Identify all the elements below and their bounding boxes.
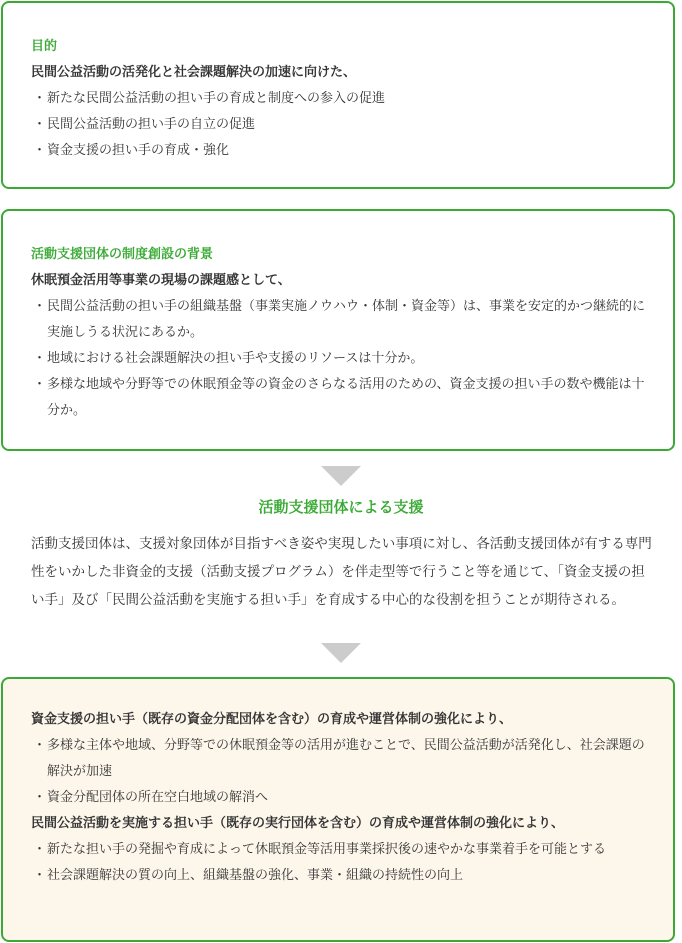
result-list-1 (31, 733, 653, 811)
list-item (31, 346, 653, 372)
list-item (31, 294, 653, 346)
list-item-text: 資金支援の担い手の育成・強化 (47, 143, 230, 158)
list-item (31, 372, 653, 424)
list-item (31, 86, 653, 112)
bullet-dot: ・ (33, 143, 47, 158)
result-lead-2: 民間公益活動を実施する担い手（既存の実行団体を含む）の育成や運営体制の強化により、 (31, 816, 565, 831)
bullet-dot: ・ (33, 117, 47, 132)
bullet-dot: ・ (33, 868, 47, 883)
list-item-text: 多様な地域や分野等での休眠預金等の資金のさらなる活用のための、資金支援の担い手の数や機能は十分か。 (47, 377, 645, 418)
purpose-box (1, 1, 675, 189)
bullet-dot: ・ (33, 299, 47, 314)
list-item-text: 民間公益活動の担い手の自立の促進 (47, 117, 256, 132)
list-item-text: 資金分配団体の所在空白地域の解消へ (47, 790, 269, 805)
bullet-dot: ・ (33, 351, 47, 366)
result-box (1, 677, 675, 942)
background-list (31, 294, 653, 424)
result-content (31, 707, 653, 889)
list-item-text: 地域における社会課題解決の担い手や支援のリソースは十分か。 (47, 351, 424, 366)
support-body: 活動支援団体は、支援対象団体が目指すべき姿や実現したい事項に対し、各活動支援団体が有する専門性をいかした非資金的支援（活動支援プログラム）を伴走型等で行うこと等を通じて、「資金支援の担い手」及び「民間公益活動を実施する担い手」を育成する中心的な役割を担うことが期待される。 (31, 536, 652, 608)
background-lead: 休眠預金活用等事業の現場の課題感として、 (31, 273, 291, 288)
bullet-dot: ・ (33, 790, 47, 805)
background-content (31, 242, 653, 424)
down-arrow-icon (321, 643, 361, 663)
list-item (31, 138, 653, 164)
purpose-content (31, 34, 653, 164)
list-item-text: 新たな担い手の発掘や育成によって休眠預金等活用事業採択後の速やかな事業着手を可能とする (47, 842, 607, 857)
support-title: 活動支援団体による支援 (258, 498, 424, 516)
list-item (31, 863, 653, 889)
purpose-list (31, 86, 653, 164)
bullet-dot: ・ (33, 842, 47, 857)
bullet-dot: ・ (33, 738, 47, 753)
bullet-dot: ・ (33, 377, 47, 392)
result-list-2 (31, 837, 653, 889)
bullet-dot: ・ (33, 91, 47, 106)
result-lead-1: 資金支援の担い手（既存の資金分配団体を含む）の育成や運営体制の強化により、 (31, 712, 513, 727)
purpose-heading: 目的 (31, 39, 58, 54)
purpose-lead: 民間公益活動の活発化と社会課題解決の加速に向けた、 (31, 65, 357, 80)
down-arrow-icon (321, 466, 361, 486)
list-item-text: 多様な主体や地域、分野等での休眠預金等の活用が進むことで、民間公益活動が活発化し、社会課題の解決が加速 (47, 738, 645, 779)
list-item-text: 社会課題解決の質の向上、組織基盤の強化、事業・組織の持続性の向上 (47, 868, 464, 883)
list-item-text: 新たな民間公益活動の担い手の育成と制度への参入の促進 (47, 91, 386, 106)
list-item (31, 112, 653, 138)
list-item (31, 733, 653, 785)
background-heading: 活動支援団体の制度創設の背景 (31, 247, 214, 262)
list-item (31, 837, 653, 863)
list-item (31, 785, 653, 811)
background-box (1, 209, 675, 451)
list-item-text: 民間公益活動の担い手の組織基盤（事業実施ノウハウ・体制・資金等）は、事業を安定的かつ継続的に実施しうる状況にあるか。 (47, 299, 646, 340)
